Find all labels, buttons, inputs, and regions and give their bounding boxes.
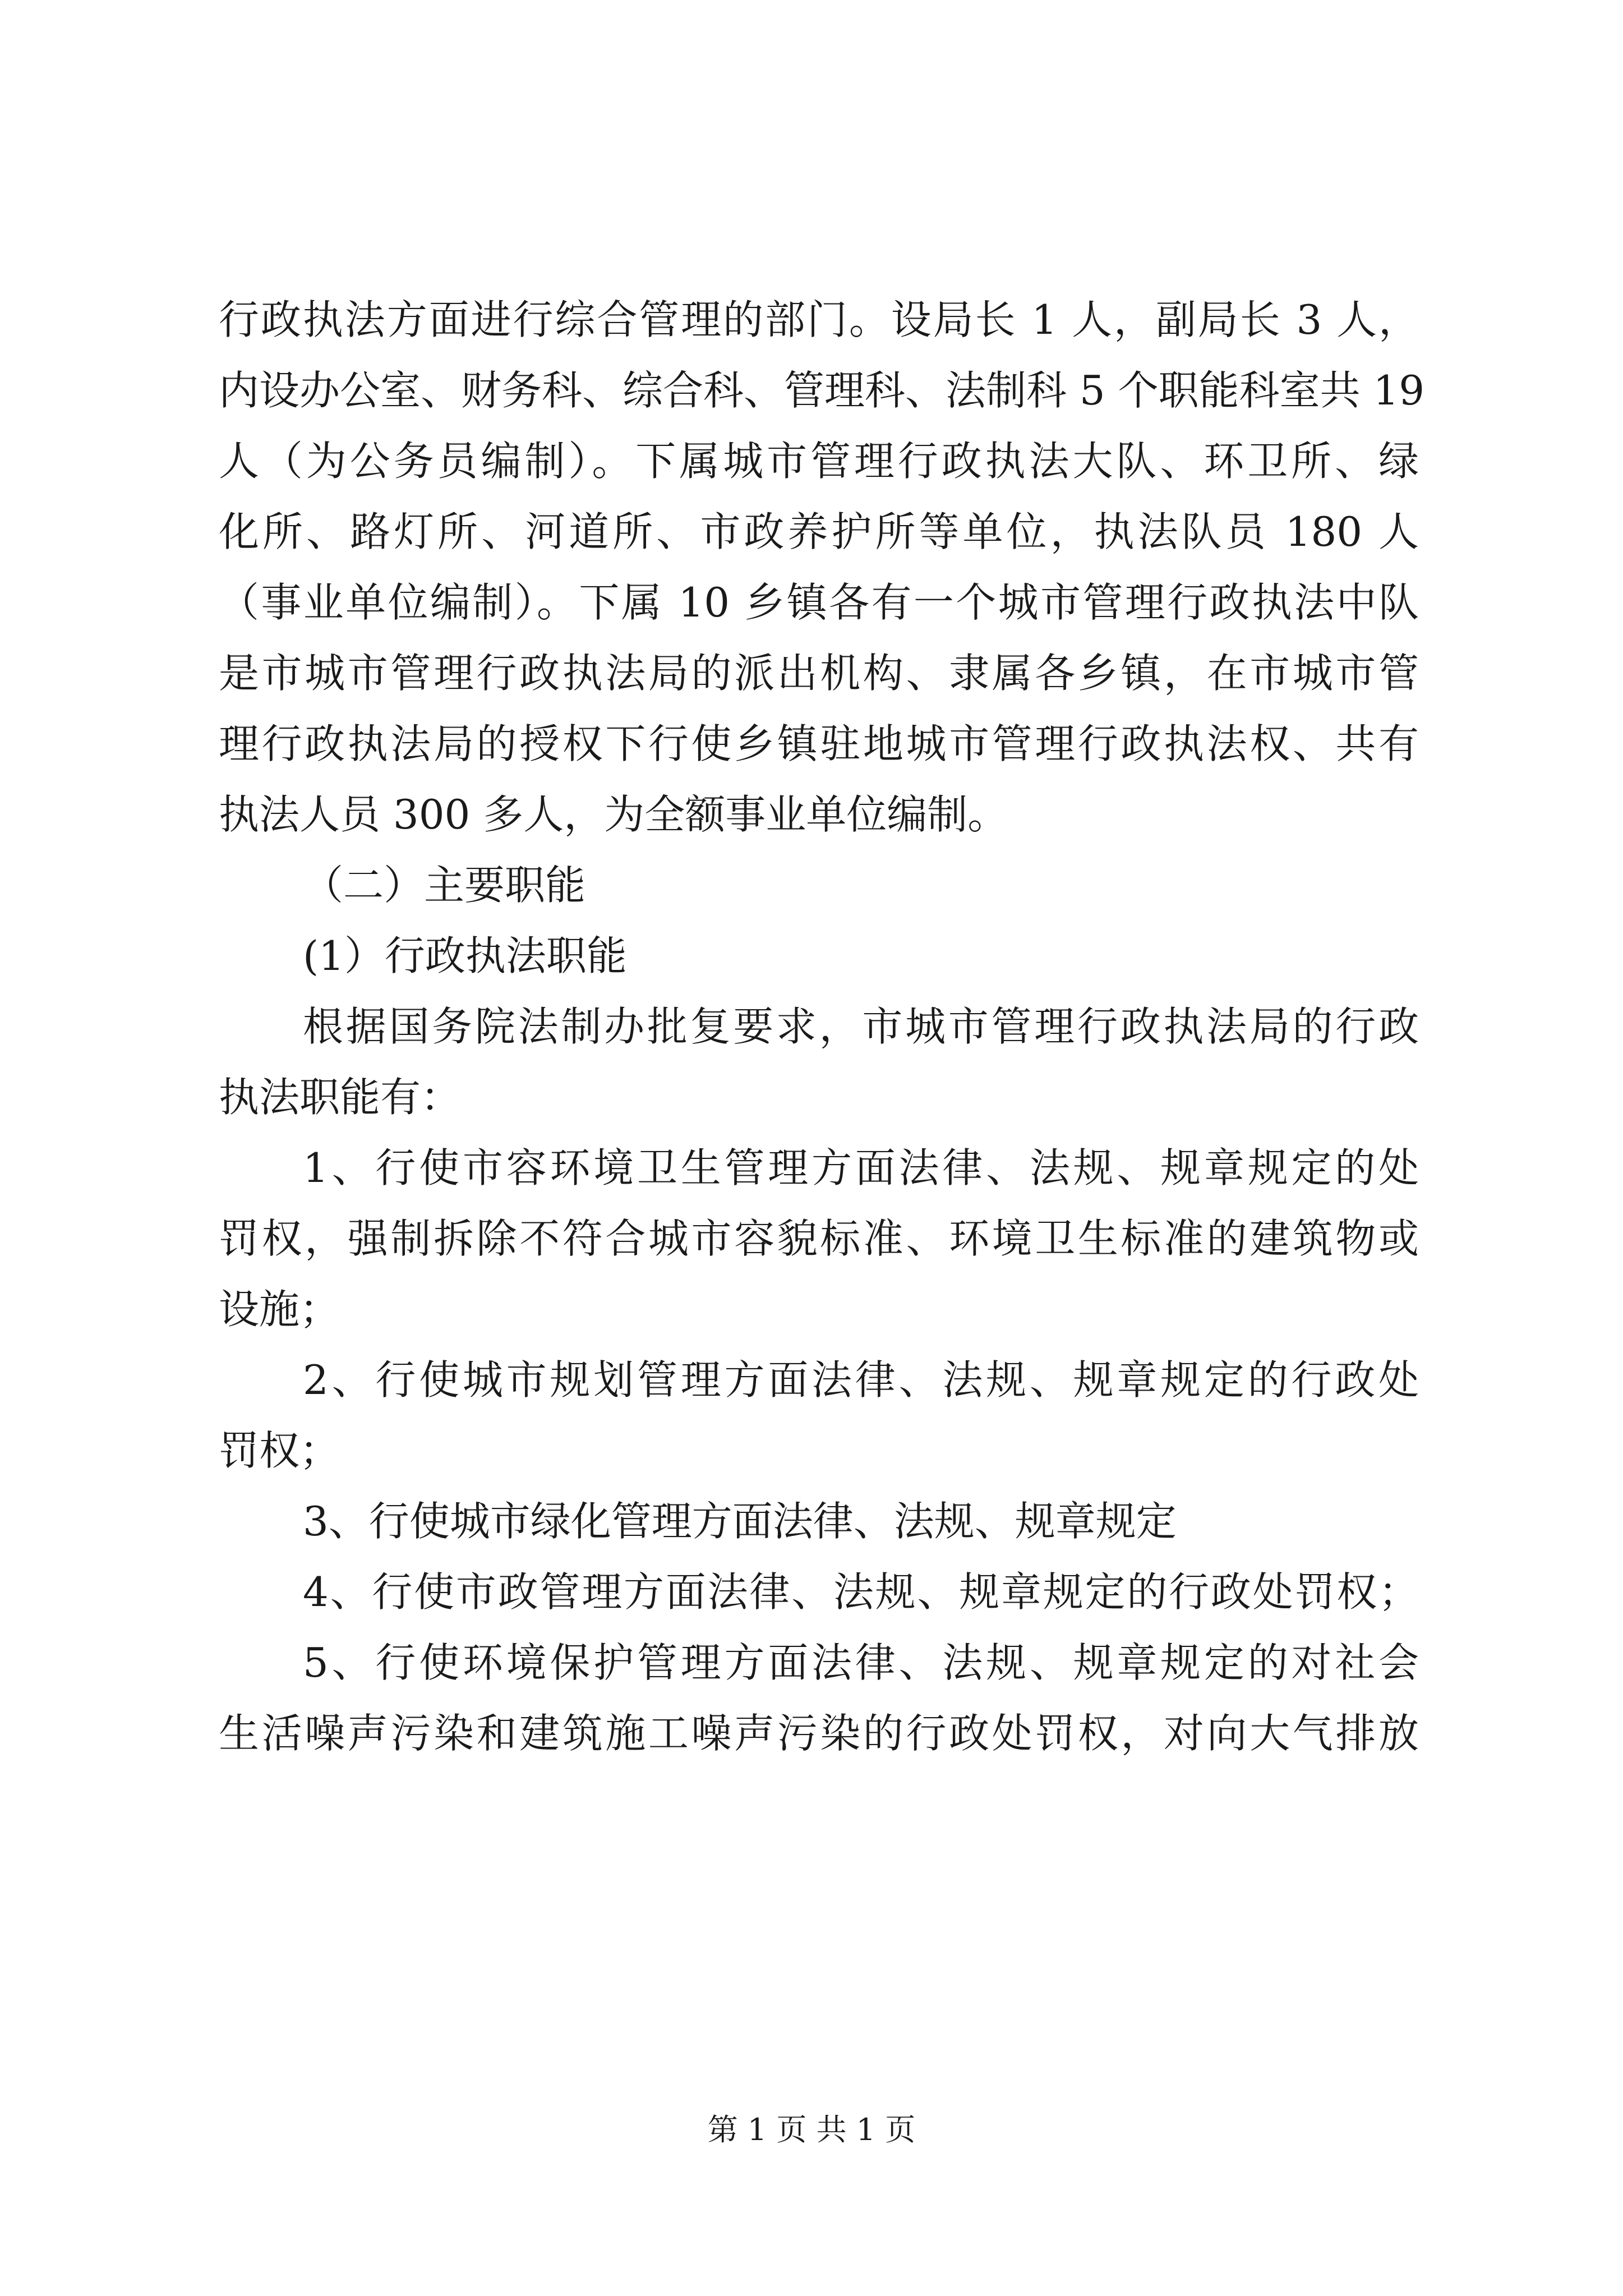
text-line: 执法职能有： bbox=[219, 1074, 462, 1121]
text-line: 内设办公室、财务科、综合科、管理科、法制科 5 个职能科室共 19 bbox=[219, 367, 1425, 414]
list-item-line: 3、行使城市绿化管理方面法律、法规、规章规定 bbox=[303, 1498, 1177, 1545]
list-item-line: 罚权，强制拆除不符合城市容貌标准、环境卫生标准的建筑物或 bbox=[219, 1215, 1419, 1262]
list-item-line: 罚权； bbox=[219, 1427, 340, 1474]
text-line: 执法人员 300 多人，为全额事业单位编制。 bbox=[219, 791, 1008, 838]
list-item-line: 5、行使环境保护管理方面法律、法规、规章规定的对社会 bbox=[303, 1639, 1419, 1686]
list-item-line: 1、行使市容环境卫生管理方面法律、法规、规章规定的处 bbox=[303, 1144, 1419, 1191]
text-line: （事业单位编制）。下属 10 乡镇各有一个城市管理行政执法中队 bbox=[219, 579, 1419, 626]
text-line: 根据国务院法制办批复要求，市城市管理行政执法局的行政 bbox=[303, 1003, 1419, 1050]
text-line: 行政执法方面进行综合管理的部门。设局长 1 人，副局长 3 人， bbox=[219, 296, 1419, 343]
section-heading: （二）主要职能 bbox=[303, 862, 586, 909]
subsection-heading: (1）行政执法职能 bbox=[303, 932, 627, 979]
text-line: 人（为公务员编制）。下属城市管理行政执法大队、环卫所、绿 bbox=[219, 438, 1419, 485]
text-line: 是市城市管理行政执法局的派出机构、隶属各乡镇，在市城市管 bbox=[219, 650, 1419, 697]
text-line: 理行政执法局的授权下行使乡镇驻地城市管理行政执法权、共有 bbox=[219, 720, 1419, 767]
list-item-line: 4、行使市政管理方面法律、法规、规章规定的行政处罚权； bbox=[303, 1568, 1419, 1616]
page-footer: 第 1 页 共 1 页 bbox=[707, 2112, 916, 2147]
list-item-line: 2、行使城市规划管理方面法律、法规、规章规定的行政处 bbox=[303, 1356, 1419, 1404]
list-item-line: 设施； bbox=[219, 1286, 340, 1333]
text-line: 化所、路灯所、河道所、市政养护所等单位，执法队员 180 人 bbox=[219, 508, 1419, 555]
list-item-line: 生活噪声污染和建筑施工噪声污染的行政处罚权，对向大气排放 bbox=[219, 1710, 1419, 1757]
